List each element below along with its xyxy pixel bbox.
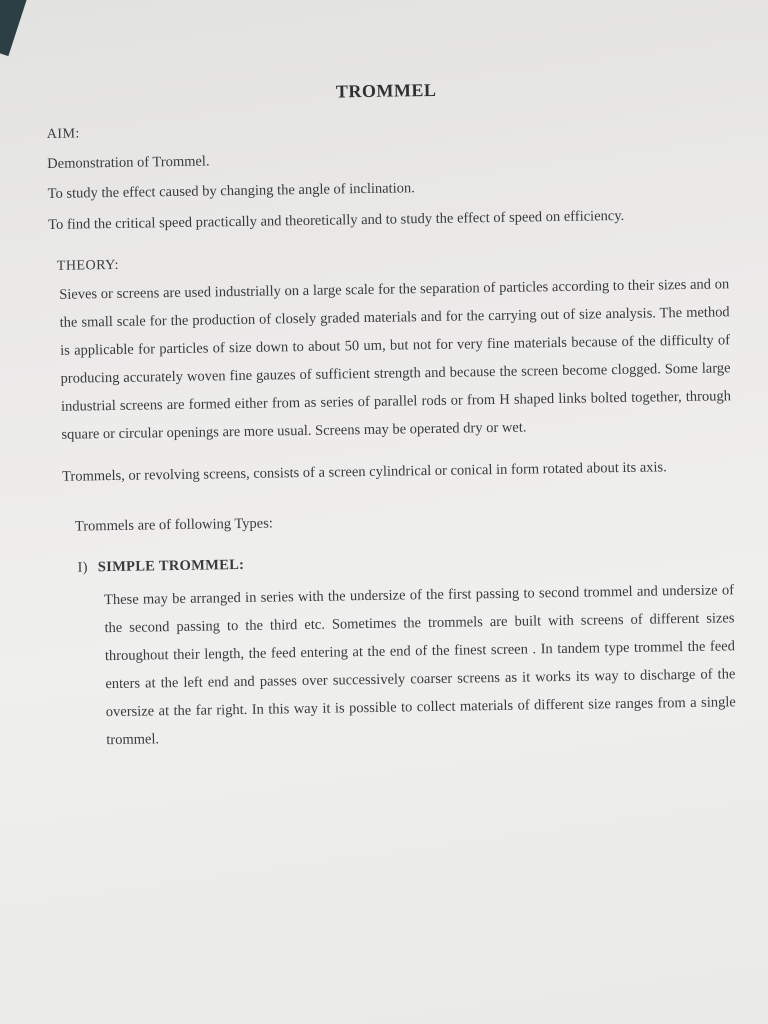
simple-trommel-paragraph: These may be arranged in series with the undersize of the first passing to second trommel and undersize of the second passing to the third etc. Sometimes the trommels are built with screens of different sizes throughout their length, the feed entering at the end of the finest screen . In tandem type trommel the feed enters at the left end and passes over successively coarser screens as it works its way to discharge of the oversize at the far right. In this way it is possible to collect materials of different size ranges from a single trommel.	[103, 582, 736, 749]
simple-trommel-section	[53, 549, 736, 755]
aim-line-3: To find the critical speed practically and theoretically and to study the effect of speed on efficiency.	[48, 207, 625, 233]
simple-trommel-heading	[77, 549, 733, 576]
section-number: I)	[77, 559, 88, 576]
section-title: SIMPLE TROMMEL:	[97, 556, 245, 576]
aim-line-2: To study the effect caused by changing the angle of inclination.	[47, 180, 415, 202]
types-intro: Trommels are of following Types:	[74, 515, 273, 535]
theory-paragraph-1: Sieves or screens are used industrially on a large scale for the separation of particles according to their sizes and on the small scale for the production of closely graded materials and for the carrying out of size analysis. The method is applicable for particles of size down to about 50 um, but not for very fine materials because of the difficulty of producing accurately woven fine gauzes of sufficient strength and because the screen become clogged. Some large industrial screens are formed either from as series of parallel rods or from H shaped links bolted together, through square or circular openings are more usual. Screens may be operated dry or wet.	[59, 276, 732, 443]
aim-section	[47, 116, 729, 241]
aim-heading: AIM:	[46, 126, 81, 142]
theory-section	[49, 248, 733, 536]
theory-paragraph-2: Trommels, or revolving screens, consists of a screen cylindrical or conical in form rotated about its axis.	[62, 459, 667, 485]
document-content	[46, 75, 736, 755]
page-corner-shadow	[0, 0, 33, 56]
aim-line-1: Demonstration of Trommel.	[47, 153, 210, 172]
theory-heading: THEORY:	[56, 257, 120, 274]
document-title: TROMMEL	[335, 79, 437, 102]
